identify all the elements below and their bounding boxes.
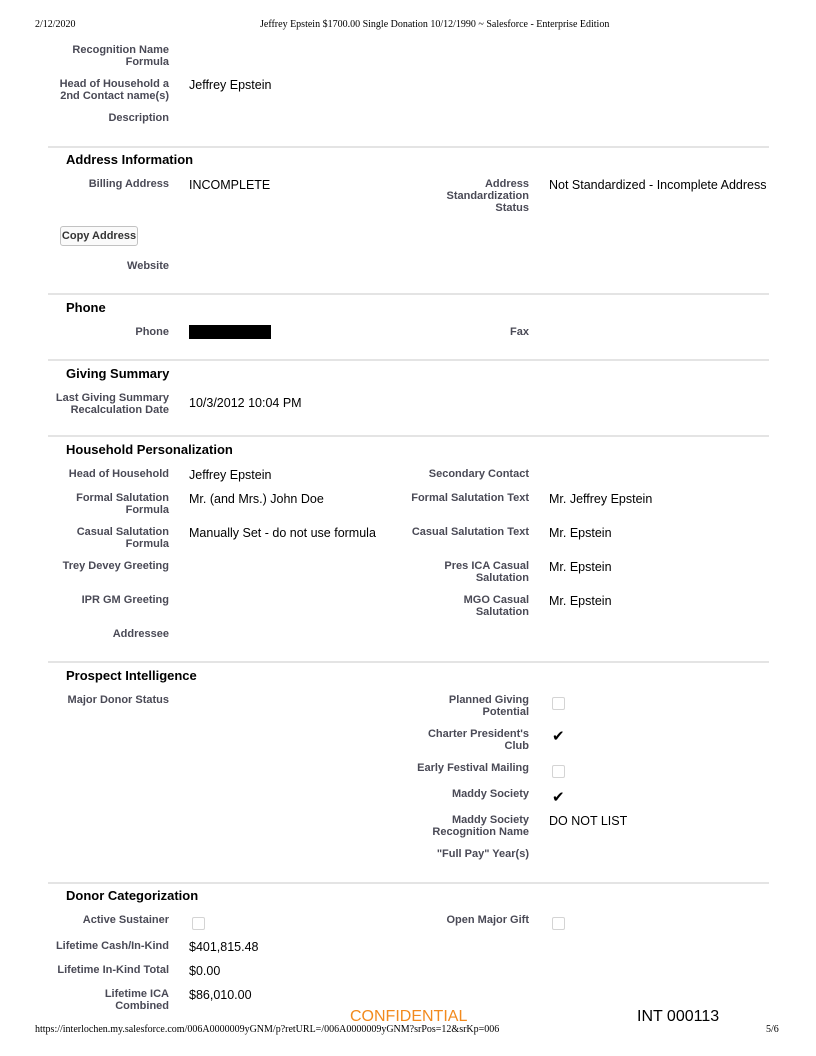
- trey-devey-label: Trey Devey Greeting: [62, 560, 169, 572]
- planned-giving-checkbox[interactable]: [552, 697, 565, 710]
- mgo-casual-value: Mr. Epstein: [549, 594, 612, 608]
- giving-section-title: Giving Summary: [66, 366, 170, 381]
- head-2nd-label: Head of Household a 2nd Contact name(s): [59, 78, 169, 102]
- open-major-gift-label: Open Major Gift: [446, 914, 529, 926]
- section-divider: [48, 359, 769, 361]
- early-festival-label: Early Festival Mailing: [417, 762, 529, 774]
- section-divider: [48, 146, 769, 148]
- billing-address-value: INCOMPLETE: [189, 178, 271, 192]
- phone-label: Phone: [135, 326, 169, 338]
- lifetime-ica-label: Lifetime ICA Combined: [104, 988, 169, 1012]
- household-section-title: Household Personalization: [66, 442, 233, 457]
- secondary-contact-label: Secondary Contact: [428, 468, 529, 480]
- head-of-household-value: Jeffrey Epstein: [189, 468, 272, 482]
- recognition-name-label: Recognition Name Formula: [72, 44, 169, 68]
- major-donor-label: Major Donor Status: [67, 694, 169, 706]
- lifetime-cash-label: Lifetime Cash/In-Kind: [55, 940, 169, 952]
- active-sustainer-checkbox[interactable]: [192, 917, 205, 930]
- copy-address-button[interactable]: Copy Address: [60, 226, 138, 246]
- redaction-bar: [189, 325, 271, 339]
- billing-address-label: Billing Address: [88, 178, 169, 190]
- confidential-stamp: CONFIDENTIAL: [350, 1008, 468, 1025]
- formal-formula-label: Formal Salutation Formula: [76, 492, 169, 516]
- bates-number: INT 000113: [637, 1008, 720, 1025]
- casual-formula-value: Manually Set - do not use formula: [189, 526, 376, 540]
- lifetime-inkind-label: Lifetime In-Kind Total: [57, 964, 169, 976]
- formal-formula-value: Mr. (and Mrs.) John Doe: [189, 492, 324, 506]
- charter-club-label: Charter President's Club: [427, 728, 529, 752]
- pres-ica-label: Pres ICA Casual Salutation: [444, 560, 529, 584]
- donor-section-title: Donor Categorization: [66, 888, 199, 903]
- section-divider: [48, 435, 769, 437]
- casual-formula-label: Casual Salutation Formula: [76, 526, 169, 550]
- maddy-society-checkbox[interactable]: ✔: [552, 789, 565, 806]
- page-title: Jeffrey Epstein $1700.00 Single Donation 10/12/1990 ~ Salesforce - Enterprise Edition: [260, 19, 610, 30]
- description-label: Description: [108, 112, 169, 124]
- footer-url: https://interlochen.my.salesforce.com/006A0000009yGNM/p?retURL=/006A0000009yGNM?srPos=12&srKp=006: [35, 1024, 500, 1035]
- mgo-casual-label: MGO Casual Salutation: [463, 594, 529, 618]
- lifetime-inkind-value: $0.00: [189, 964, 221, 978]
- lifetime-cash-value: $401,815.48: [189, 940, 259, 954]
- open-major-gift-checkbox[interactable]: [552, 917, 565, 930]
- section-divider: [48, 882, 769, 884]
- charter-club-checkbox[interactable]: ✔: [552, 728, 565, 745]
- phone-section-title: Phone: [66, 300, 106, 315]
- section-divider: [48, 293, 769, 295]
- ipr-gm-label: IPR GM Greeting: [81, 594, 169, 606]
- prospect-section-title: Prospect Intelligence: [66, 668, 197, 683]
- casual-text-label: Casual Salutation Text: [411, 526, 529, 538]
- head-2nd-value: Jeffrey Epstein: [189, 78, 272, 92]
- formal-text-label: Formal Salutation Text: [411, 492, 529, 504]
- planned-giving-label: Planned Giving Potential: [448, 694, 529, 718]
- address-std-value: Not Standardized - Incomplete Address: [549, 178, 767, 192]
- fax-label: Fax: [510, 326, 529, 338]
- lifetime-ica-value: $86,010.00: [189, 988, 252, 1002]
- maddy-recognition-value: DO NOT LIST: [549, 814, 628, 828]
- last-giving-label: Last Giving Summary Recalculation Date: [55, 392, 169, 416]
- full-pay-label: "Full Pay" Year(s): [436, 848, 529, 860]
- print-date: 2/12/2020: [35, 19, 76, 30]
- active-sustainer-label: Active Sustainer: [82, 914, 169, 926]
- early-festival-checkbox[interactable]: [552, 765, 565, 778]
- website-label: Website: [127, 260, 169, 272]
- maddy-society-label: Maddy Society: [451, 788, 529, 800]
- address-section-title: Address Information: [66, 152, 194, 167]
- last-giving-value: 10/3/2012 10:04 PM: [189, 396, 302, 410]
- formal-text-value: Mr. Jeffrey Epstein: [549, 492, 653, 506]
- pres-ica-value: Mr. Epstein: [549, 560, 612, 574]
- head-of-household-label: Head of Household: [68, 468, 169, 480]
- casual-text-value: Mr. Epstein: [549, 526, 612, 540]
- address-std-label: Address Standardization Status: [446, 178, 529, 214]
- addressee-label: Addressee: [112, 628, 169, 640]
- maddy-recognition-label: Maddy Society Recognition Name: [432, 814, 529, 838]
- section-divider: [48, 661, 769, 663]
- page-number: 5/6: [766, 1024, 779, 1035]
